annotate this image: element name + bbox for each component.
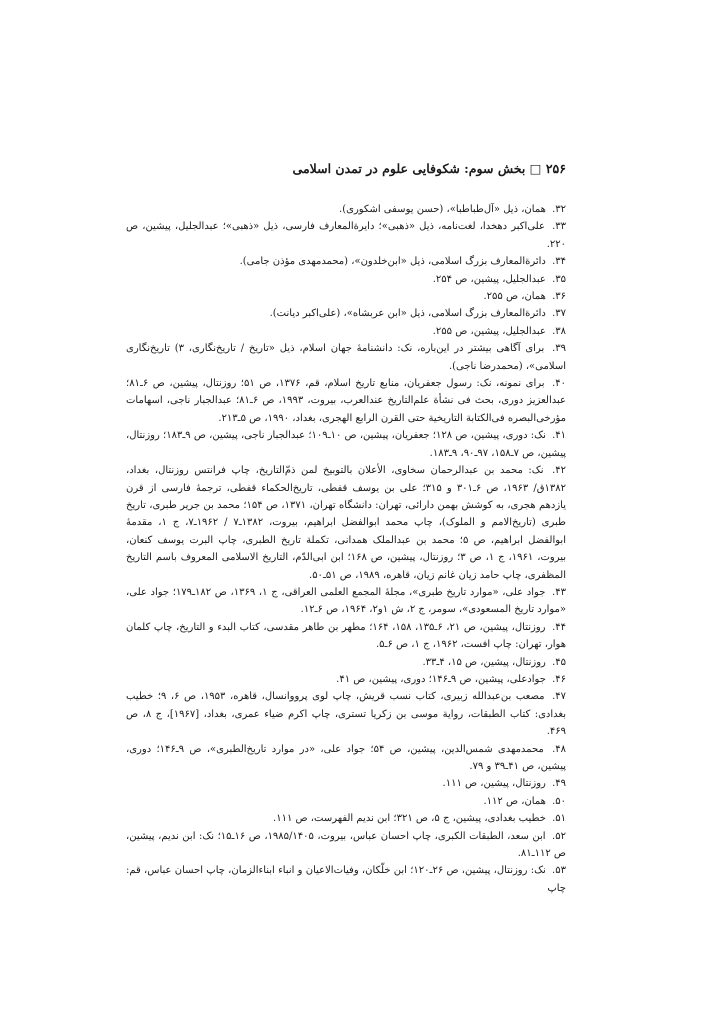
endnote-number: ۴۰ . [548, 378, 566, 389]
endnote-text: محمدمهدی شمس‌الدین، پیشین، ص ۵۴؛ جواد علی، «در موارد تاریخ‌الطبری»، ص ۹ـ۱۴۶؛ دوری، پیشین، ص ۴۱ـ۳۹ و ۷۹. [126, 743, 566, 772]
endnote [126, 253, 566, 270]
endnote-number: ۴۹ . [549, 778, 566, 789]
endnote [126, 323, 566, 340]
endnote [126, 584, 566, 619]
endnote [126, 654, 566, 671]
endnote-text: عبدالجلیل، پیشین، ص ۲۵۵. [432, 325, 546, 337]
endnote-number: ۵۳ . [549, 865, 566, 876]
endnote [126, 688, 566, 740]
endnote [126, 862, 566, 897]
endnote [126, 810, 566, 827]
endnote-text: روزنتال، پیشین، ص ۱۵، ۴ـ۳۳. [422, 656, 546, 668]
chapter-title: بخش سوم: شکوفایی علوم در تمدن اسلامی [292, 161, 526, 176]
endnote-number: ۵۱ . [549, 813, 566, 824]
endnote-number: ۳۲ . [549, 204, 566, 215]
endnote [126, 340, 566, 375]
endnote-text: همان، ص ۲۵۵. [483, 291, 546, 303]
endnote-number: ۳۵ . [549, 274, 566, 285]
endnote-text: جواد علی، «موارد تاریخ طبری»، مجلهٔ المجمع العلمی العراقی، ج ۱، ۱۳۶۹، ص ۱۸۲ـ۱۷۹؛ جواد علی، «موارد تاریخ المسعودی»، سومر، ج ۲، ش ۱و۲، ۱۹۶۴، ص ۶ـ۱۲. [126, 586, 566, 616]
endnote [126, 671, 566, 688]
endnote-number: ۳۶ . [549, 291, 566, 302]
endnote-number: ۴۷ . [548, 691, 566, 702]
endnote-number: ۴۲ . [547, 465, 567, 476]
endnote-text: همان، ص ۱۱۲. [483, 795, 546, 807]
endnote-number: ۳۷ . [549, 308, 566, 319]
endnote-text: جوادعلی، پیشین، ص ۹ـ۱۴۶؛ دوری، پیشین، ص ۴۱. [336, 673, 546, 685]
endnote-number: ۳۳ . [548, 221, 566, 232]
endnote-text: برای آگاهی بیشتر در این‌باره، نک: دانشنامهٔ جهان اسلام، ذیل «تاریخ / تاریخ‌نگاری، ۳) تاریخ‌نگاری اسلامی»، (محمدرضا ناجی). [126, 343, 566, 372]
endnote-number: ۵۰ . [549, 796, 566, 807]
endnote-text: روزنتال، پیشین، ص ۲۱، ۶ـ۱۳۵، ۱۵۸، ۱۶۴؛ مطهر بن طاهر مقدسی، کتاب البدء و التاریخ، چاپ کلمان هوار، تهران: چاپ افست، ۱۹۶۲، ج ۱، ص ۶ـ۵. [126, 621, 566, 651]
endnote [126, 828, 566, 863]
endnote-number: ۴۳ . [548, 587, 566, 598]
endnote [126, 793, 566, 810]
endnote-number: ۴۴ . [549, 622, 567, 633]
endnote-text: عبدالجلیل، پیشین، ص ۲۵۴. [432, 273, 546, 285]
running-header [126, 161, 566, 176]
endnote-number: ۵۲ . [549, 831, 566, 842]
endnote-text: روزنتال، پیشین، ص ۱۱۱. [442, 778, 546, 790]
endnote-text: دائرةالمعارف بزرگ اسلامی، ذیل «ابن‌خلدون»، (محمدمهدی مؤذن جامی). [239, 256, 546, 268]
endnote-number: ۳۹ . [547, 343, 566, 354]
endnote-text: دائرةالمعارف بزرگ اسلامی، ذیل «ابن عربشاه»، (علی‌اکبر دیانت). [269, 308, 546, 320]
endnote [126, 201, 566, 218]
endnote-number: ۴۶ . [549, 674, 566, 685]
endnote [126, 271, 566, 288]
endnote-text: مصعب بن‌عبدالله زبیری، کتاب نسب قریش، چاپ لوی پرووانسال، قاهره، ۱۹۵۳، ص ۶، ۹؛ خطیب بغدادی: کتاب الطبقات، روایة موسی بن زکریا تستری، چاپ اکرم ضیاء عمری، بغداد، [۱۹۶۷]، ج ۸، ص ۴۶۹. [126, 691, 566, 738]
endnote-text: نک: محمد بن عبدالرحمان سخاوی، الأعلان بالتوبیخ لمن ذمّ‌التاریخ، چاپ فرانتس روزنتال، بغداد، ۱۳۸۲ق/ ۱۹۶۳، ص ۶ـ۳۰۱ و ۳۱۵؛ علی بن یوسف قفطی، تاریخ‌الحکماء قفطی، ترجمهٔ فارسی از قرن یازدهم هجری، به کوشش بهمن دارائی، تهران: دانشگاه تهران، ۱۳۷۱، ص ۱۵۴؛ محمد بن جریر طبری، تاریخ طبری (تاریخ‌الامم و الملوک)، چاپ محمد ابوالفضل ابراهیم، بیروت، ۱۳۸۲ـ۷ / ۱۹۶۲ـ۷، ج ۱، مقدمهٔ ابوالفضل ابراهیم، ص ۵؛ محمد بن عبدالملک همدانی، تکملة تاریخ الطبری، چاپ البرت یوسف کنعان، بیروت، ۱۹۶۱، ج ۱، ص ۳؛ روزنتال، پیشین، ص ۱۶۸؛ ابن ابی‌الدّم، التاریخ الاسلامی المعروف باسم التاریخ المظفری، چاپ حامد زیان غانم زیان، قاهره، ۱۹۸۹، ص ۵۱ـ۵۰. [126, 465, 567, 581]
endnote [126, 427, 566, 462]
endnote [126, 462, 566, 584]
endnote [126, 288, 566, 305]
endnote-number: ۴۱ . [549, 430, 566, 441]
endnote-text: خطیب بغدادی، پیشین، ج ۵، ص ۳۲۱؛ ابن ندیم الفهرست، ص ۱۱۱. [273, 813, 546, 825]
endnote [126, 218, 566, 253]
endnote-text: همان، ذیل «آل‌طباطبا»، (حسن یوسفی اشکوری). [339, 204, 546, 215]
endnote [126, 375, 566, 427]
endnote [126, 775, 566, 792]
endnote [126, 741, 566, 776]
endnote-text: علی‌اکبر دهخدا، لغت‌نامه، ذیل «ذهبی»؛ دایرةالمعارف فارسی، ذیل «ذهبی»؛ عبدالجلیل، پیشین، ص ۲۲۰. [126, 221, 566, 250]
page-number: ۲۵۶ [545, 161, 566, 176]
endnote-text: نک: روزنتال، پیشین، ص ۲۶ـ۱۲۰؛ ابن خلّکان، وفیات‌الاعیان و انباء ابناء‌الزمان، چاپ احسان عباس، قم: چاپ [126, 865, 566, 894]
endnote [126, 619, 566, 654]
endnote-number: ۴۵ . [549, 657, 566, 668]
endnotes-list [126, 201, 566, 897]
endnote-text: ابن سعد، الطبقات الکبری، چاپ احسان عباس، بیروت، ۱۹۸۵/۱۴۰۵، ص ۱۶ـ۱۵؛ نک: ابن ندیم، پیشین، ص ۱۱۲ـ۸۱. [126, 830, 566, 860]
endnote-text: برای نمونه، نک: رسول جعفریان، منابع تاریخ اسلام، قم، ۱۳۷۶، ص ۵۱؛ روزنتال، پیشین، ص ۶ـ۸۱؛ عبدالعزیز دوری، بحث فی نشأة علم‌التاریخ عندالعرب، بیروت، ۱۹۹۳، ص ۶ـ۸۱؛ عبدالجبار ناجی، اسهامات مؤرخی‌البصره فی‌الکتابة التاریخیة حتی القرن الرابع الهجری، بغداد، ۱۹۹۰، ص ۵ـ۲۱۳. [126, 378, 566, 424]
endnote-text: نک: دوری، پیشین، ص ۱۲۸؛ جعفریان، پیشین، ص ۱۰ـ۱۰۹؛ عبدالجبار ناجی، پیشین، ص ۹ـ۱۸۳؛ روزنتال، پیشین، ص ۷ـ۱۵۸، ۹۷ـ۹۰، ۹ـ۱۸۳. [126, 430, 566, 459]
header-separator: □ [529, 161, 542, 176]
endnote-number: ۳۴ . [549, 256, 566, 267]
endnote [126, 305, 566, 322]
endnote-number: ۳۸ . [549, 326, 566, 337]
endnote-number: ۴۸ . [547, 744, 566, 755]
